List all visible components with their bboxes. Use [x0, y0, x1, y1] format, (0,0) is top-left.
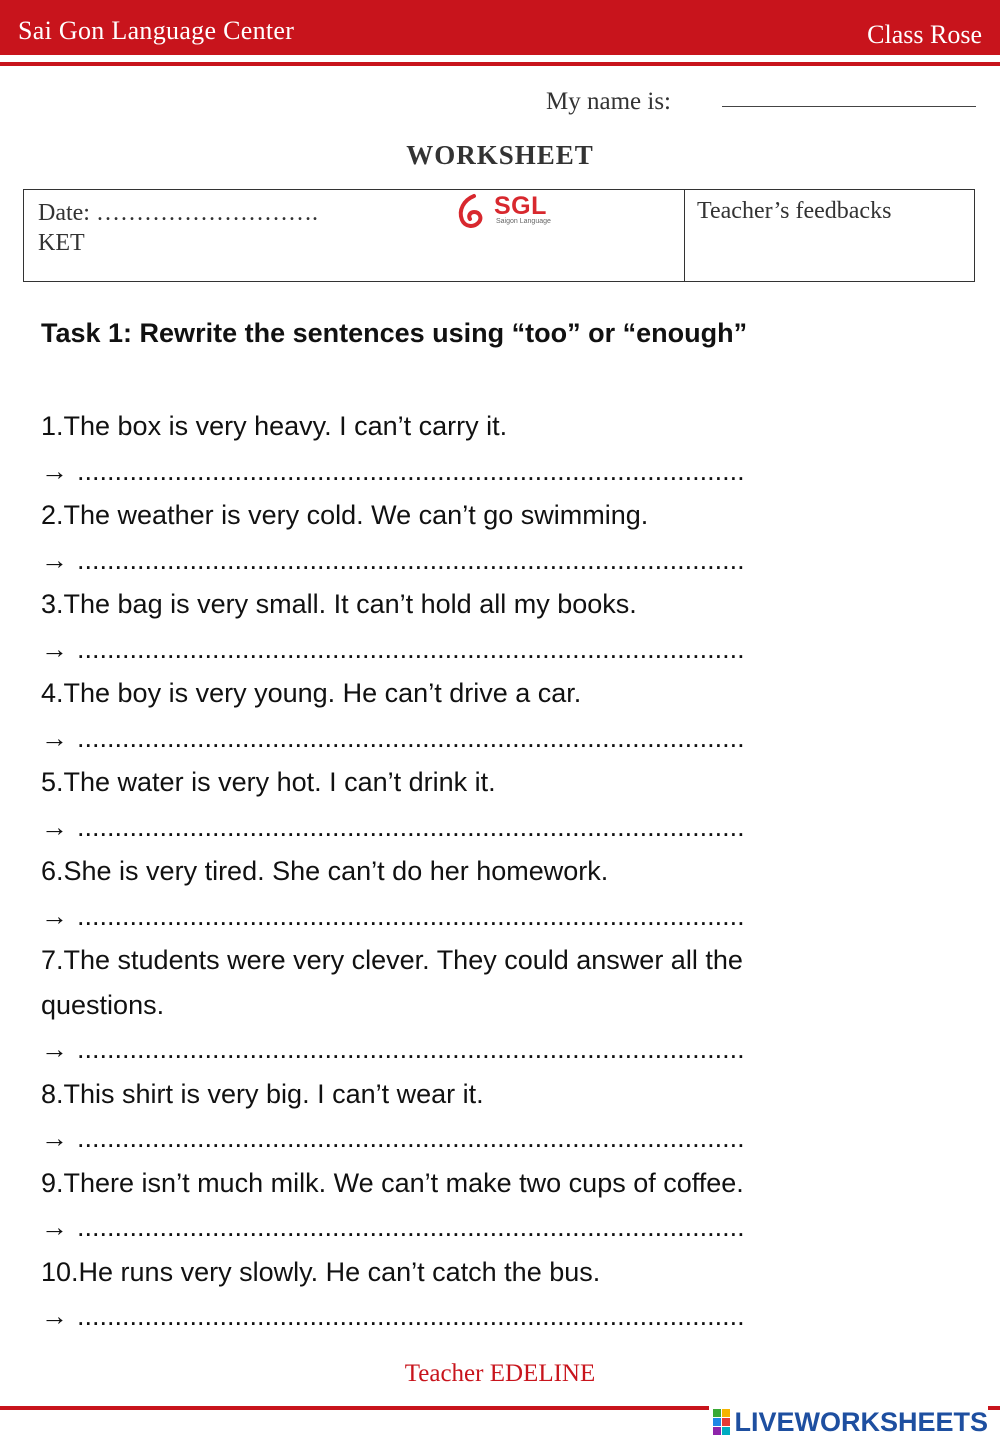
arrow-icon: → [41, 811, 68, 842]
info-box [23, 189, 975, 282]
question-2: 2.The weather is very cold. We can’t go swimming. [41, 500, 649, 530]
center-name: Sai Gon Language Center [18, 16, 295, 45]
logo-text: SGL [494, 192, 547, 220]
question-1: 1.The box is very heavy. I can’t carry it. [41, 411, 508, 441]
arrow-icon: → [41, 633, 68, 664]
liveworksheets-logo[interactable] [709, 1404, 988, 1440]
answer-dots: ......................................................................................... [77, 1034, 745, 1064]
question-7: 7.The students were very clever. They could answer all the questions. [41, 945, 743, 1020]
task-title: Task 1: Rewrite the sentences using “too” or “enough” [41, 318, 748, 348]
answer-line-5[interactable] [41, 805, 861, 850]
arrow-icon: → [41, 1301, 68, 1331]
question-4: 4.The boy is very young. He can’t drive a car. [41, 678, 582, 708]
answer-dots: ......................................................................................... [77, 900, 745, 931]
question-6: 6.She is very tired. She can’t do her homework. [41, 856, 609, 886]
name-label: My name is: [546, 88, 671, 115]
answer-dots: ......................................................................................... [77, 633, 745, 664]
answer-line-3[interactable] [41, 627, 861, 672]
info-box-divider [684, 190, 685, 281]
answer-dots: ......................................................................................... [77, 1212, 745, 1242]
arrow-icon: → [41, 900, 68, 931]
sgl-logo [454, 192, 564, 232]
teacher-name: Teacher EDELINE [404, 1360, 596, 1387]
sgl-swirl-icon [454, 192, 494, 232]
class-name: Class Rose [867, 20, 982, 49]
question-8: 8.This shirt is very big. I can’t wear it. [41, 1078, 484, 1109]
answer-dots: ......................................................................................... [77, 1123, 745, 1153]
arrow-icon: → [41, 722, 68, 753]
arrow-icon: → [41, 1034, 68, 1064]
question-3: 3.The bag is very small. It can’t hold all my books. [41, 589, 637, 619]
exercise-list [41, 404, 861, 1339]
question-10: 10.He runs very slowly. He can’t catch the bus. [41, 1256, 601, 1287]
level-label: KET [38, 230, 85, 256]
answer-dots: ......................................................................................... [77, 722, 745, 753]
answer-line-10[interactable] [41, 1294, 861, 1339]
worksheet-title: WORKSHEET [406, 140, 594, 170]
arrow-icon: → [41, 1123, 68, 1153]
question-9: 9.There isn’t much milk. We can’t make two cups of coffee. [41, 1167, 744, 1198]
logo-subtext: Saigon Language [496, 218, 551, 225]
answer-line-2[interactable] [41, 538, 861, 583]
answer-line-4[interactable] [41, 716, 861, 761]
liveworksheets-brand: LIVEWORKSHEETS [734, 1406, 988, 1437]
answer-dots: ......................................................................................... [77, 544, 745, 575]
answer-line-1[interactable] [41, 449, 861, 494]
teacher-feedback-label: Teacher’s feedbacks [697, 198, 892, 224]
arrow-icon: → [41, 1212, 68, 1242]
answer-line-8[interactable] [41, 1116, 861, 1161]
arrow-icon: → [41, 544, 68, 575]
answer-dots: ......................................................................................... [77, 811, 745, 842]
question-5: 5.The water is very hot. I can’t drink it. [41, 767, 496, 797]
answer-dots: ......................................................................................... [77, 455, 745, 486]
liveworksheets-blocks-icon [713, 1409, 730, 1435]
arrow-icon: → [41, 455, 68, 486]
date-field: Date: ………………………. [38, 200, 318, 226]
name-input-line[interactable] [722, 106, 976, 107]
answer-line-6[interactable] [41, 894, 861, 939]
header-bar [0, 0, 1000, 55]
answer-dots: ......................................................................................... [77, 1301, 745, 1331]
answer-line-9[interactable] [41, 1205, 861, 1250]
header-divider [0, 62, 1000, 66]
answer-line-7[interactable] [41, 1027, 861, 1072]
